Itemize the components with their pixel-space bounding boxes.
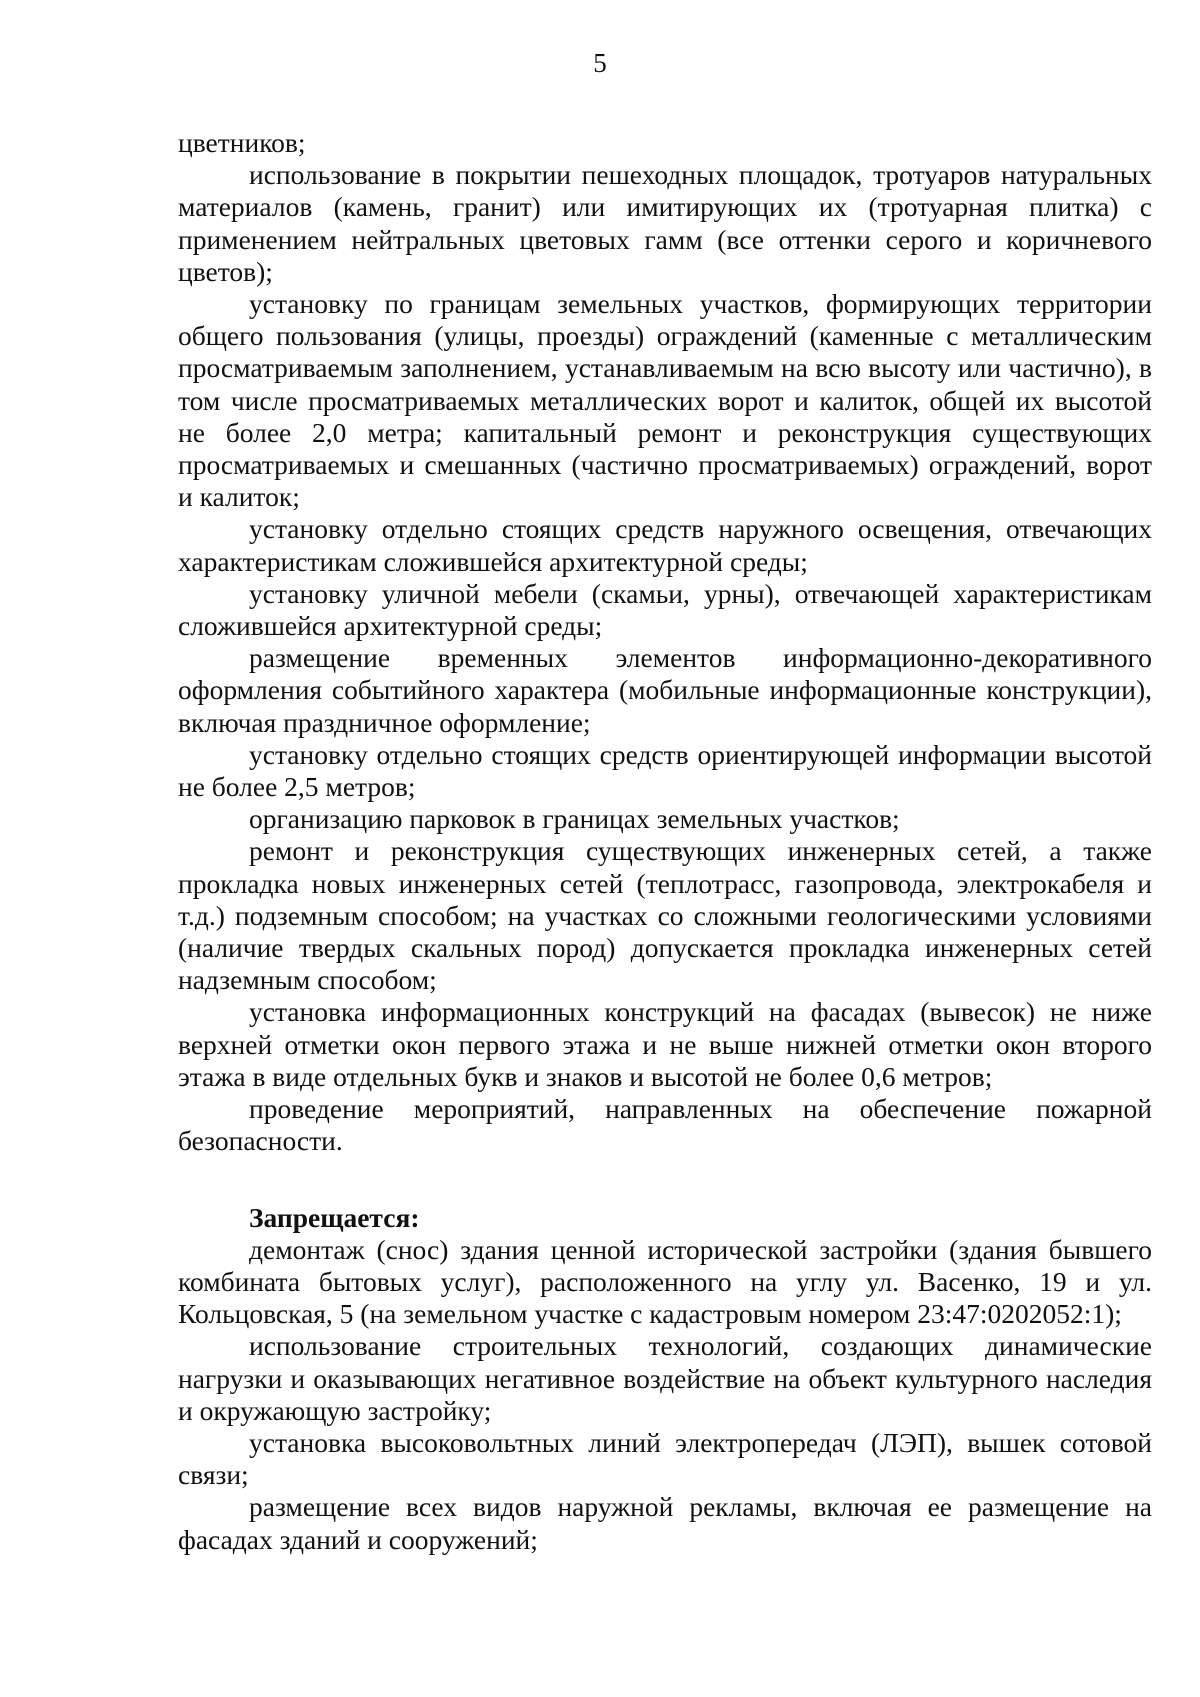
paragraph: использование в покрытии пешеходных площадок, тротуаров натуральных материалов (камень, гранит) или имитирующих их (тротуарная плитка) с применением нейтральных цветовых гамм (все оттенки серого и коричневого цветов); <box>178 159 1152 287</box>
paragraph: проведение мероприятий, направленных на обеспечение пожарной безопасности. <box>178 1093 1152 1157</box>
document-body <box>178 127 1152 1556</box>
paragraph: установку отдельно стоящих средств наружного освещения, отвечающих характеристикам сложившейся архитектурной среды; <box>178 513 1152 577</box>
paragraph: ремонт и реконструкция существующих инженерных сетей, а также прокладка новых инженерных сетей (теплотрасс, газопровода, электрокабеля и т.д.) подземным способом; на участках со сложными геологическими условиями (наличие твердых скальных пород) допускается прокладка инженерных сетей надземным способом; <box>178 835 1152 996</box>
paragraph: размещение временных элементов информационно-декоративного оформления событийного характера (мобильные информационные конструкции), включая праздничное оформление; <box>178 642 1152 738</box>
paragraph: демонтаж (снос) здания ценной исторической застройки (здания бывшего комбината бытовых услуг), расположенного на углу ул. Васенко, 19 и ул. Кольцовская, 5 (на земельном участке с кадастровым номером 23:47:0202052:1); <box>178 1233 1152 1330</box>
paragraph: организацию парковок в границах земельных участков; <box>249 803 900 835</box>
paragraph: установка высоковольтных линий электропередач (ЛЭП), вышек сотовой связи; <box>178 1426 1152 1491</box>
paragraph: установку отдельно стоящих средств ориентирующей информации высотой не более 2,5 метров; <box>178 738 1152 803</box>
paragraph: размещение всех видов наружной рекламы, включая ее размещение на фасадах зданий и сооружений; <box>178 1491 1152 1555</box>
paragraph: установку уличной мебели (скамьи, урны), отвечающей характеристикам сложившейся архитектурной среды; <box>178 577 1152 642</box>
paragraph: использование строительных технологий, создающих динамические нагрузки и оказывающих негативное воздействие на объект культурного наследия и окружающую застройку; <box>178 1330 1152 1426</box>
paragraph: цветников; <box>178 127 306 158</box>
page-number: 5 <box>593 48 607 78</box>
paragraph: установка информационных конструкций на фасадах (вывесок) не ниже верхней отметки окон первого этажа и не выше нижней отметки окон второго этажа в виде отдельных букв и знаков и высотой не более 0,6 метров; <box>178 996 1152 1092</box>
prohibited-heading: Запрещается: <box>249 1201 420 1233</box>
paragraph: установку по границам земельных участков, формирующих территории общего пользования (улицы, проезды) ограждений (каменные с металлическим просматриваемым заполнением, устанавливаемым на всю высоту или частично), в том числе просматриваемых металлических ворот и калиток, общей их высотой не более 2,0 метра; капитальный ремонт и реконструкция существующих просматриваемых и смешанных (частично просматриваемых) ограждений, ворот и калиток; <box>178 288 1152 513</box>
